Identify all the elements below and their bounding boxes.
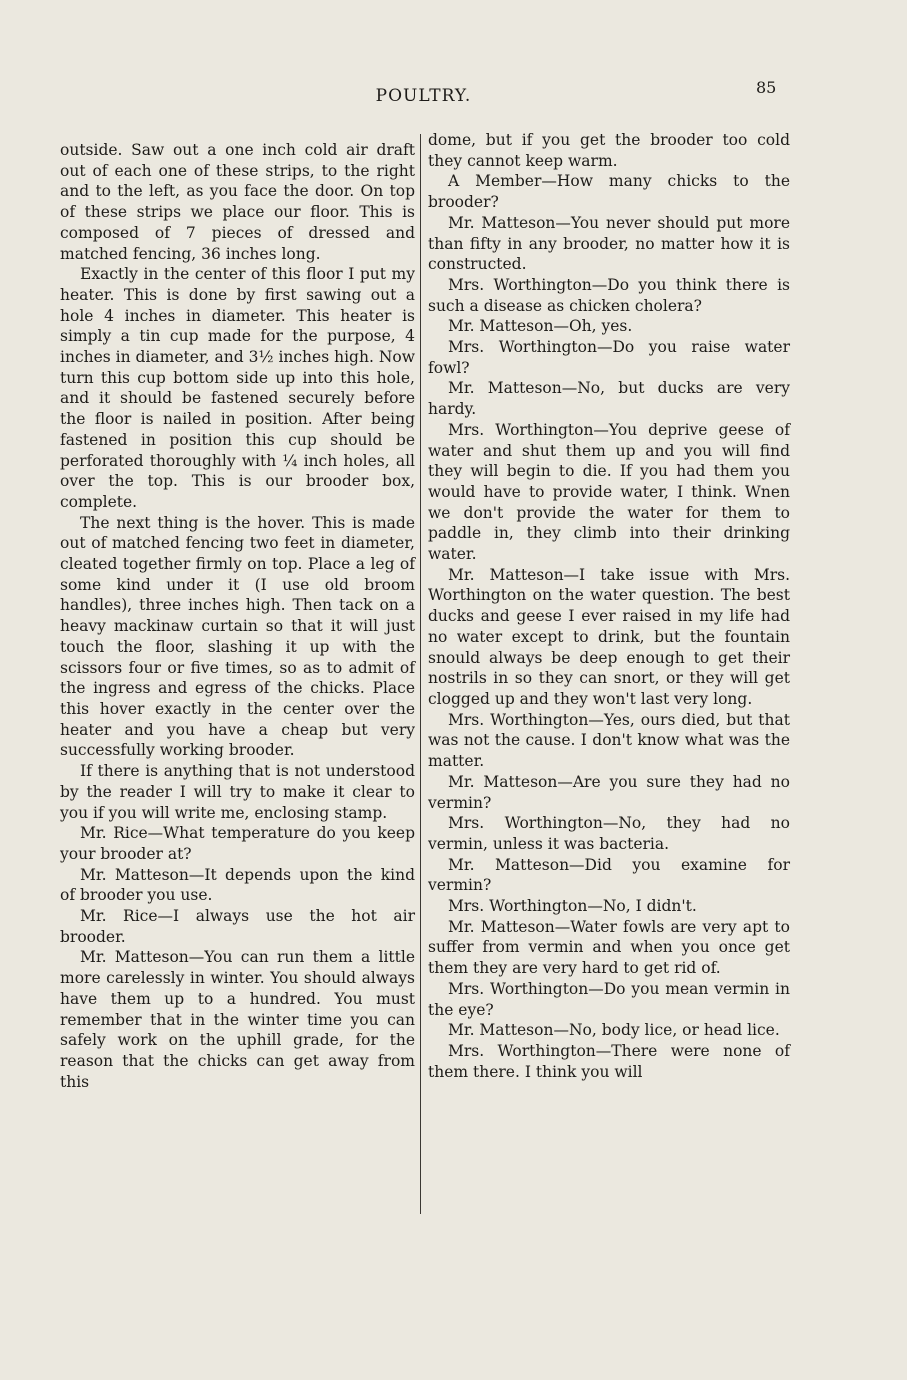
paragraph: Mrs. Worthington—Do you mean vermin in the eye? xyxy=(428,979,790,1019)
paragraph: Mr. Matteson—No, body lice, or head lice. xyxy=(448,1021,780,1040)
running-head: POULTRY. xyxy=(375,86,472,106)
left-column xyxy=(60,140,415,1092)
paragraph: Mrs. Worthington—No, I didn't. xyxy=(448,897,697,916)
right-column xyxy=(428,130,790,1082)
paragraph: outside. Saw out a one inch cold air draft out of each one of these strips, to the right and to the left, as you face the door. On top of these strips we place our floor. This is composed of 7 pieces of dressed and matched fencing, 36 inches long. xyxy=(60,141,415,263)
paragraph: If there is anything that is not understood by the reader I will try to make it clear to you if you will write me, enclosing stamp. xyxy=(60,762,415,822)
paragraph: Mr. Matteson—Are you sure they had no vermin? xyxy=(428,772,790,812)
paragraph: Exactly in the center of this floor I put my heater. This is done by first sawing out a hole 4 inches in diameter. This heater is simply a tin cup made for the purpose, 4 inches in diameter, and 3½ inches high. Now turn this cup bottom side up into this hole, and it should be fastened securely before the floor is nailed in position. After being fastened in position this cup should be perforated thoroughly with ¼ inch holes, all over the top. This is our brooder box, complete. xyxy=(60,265,415,511)
paragraph: Mrs. Worthington—You deprive geese of water and shut them up and you will find they will begin to die. If you had them you would have to provide water, I think. Wnen we don't provide the water for them to paddle in, they climb into their drinking water. xyxy=(428,420,790,564)
paragraph: Mr. Matteson—No, but ducks are very hardy. xyxy=(428,379,790,419)
paragraph: Mr. Rice—What temperature do you keep your brooder at? xyxy=(60,824,415,863)
paragraph: The next thing is the hover. This is made out of matched fencing two feet in diameter, cleated together firmly on top. Place a leg of some kind under it (I use old broom handles), three inches high. Then tack on a heavy mackinaw curtain so that it will just touch the floor, slashing it up with the scissors four or five times, so as to admit of the ingress and egress of the chicks. Place this hover exactly in the center over the heater and you have a cheap but very successfully working brooder. xyxy=(60,513,415,760)
paragraph: Mr. Matteson—I take issue with Mrs. Worthington on the water question. The best ducks and geese I ever raised in my life had no water except to drink, but the fountain snould always be deep enough to get their nostrils in so they can snort, or they will get clogged up and they won't last very long. xyxy=(428,565,790,708)
paragraph: Mrs. Worthington—Do you think there is such a disease as chicken cholera? xyxy=(428,275,790,315)
page-number: 85 xyxy=(756,78,777,97)
paragraph: Mrs. Worthington—Do you raise water fowl? xyxy=(428,338,790,377)
paragraph: Mr. Matteson—You can run them a little more carelessly in winter. You should always have them up to a hundred. You must remember that in the winter time you can safely work on the uphill grade, for the reason that the chicks can get away from this xyxy=(60,948,415,1091)
column-divider xyxy=(420,134,421,1214)
paragraph: Mr. Matteson—Did you examine for vermin? xyxy=(428,855,790,895)
paragraph: A Member—How many chicks to the brooder? xyxy=(428,172,790,212)
paragraph: Mrs. Worthington—No, they had no vermin, unless it was bacteria. xyxy=(428,814,790,853)
paragraph: Mrs. Worthington—Yes, ours died, but that was not the cause. I don't know what was the matter. xyxy=(428,710,790,771)
paragraph: Mr. Matteson—Oh, yes. xyxy=(448,317,633,336)
paragraph: Mr. Matteson—Water fowls are very apt to suffer from vermin and when you once get them they are very hard to get rid of. xyxy=(428,917,790,978)
paragraph: Mr. Matteson—You never should put more than fifty in any brooder, no matter how it is constructed. xyxy=(428,213,790,274)
paragraph: Mr. Matteson—It depends upon the kind of brooder you use. xyxy=(60,865,415,905)
paragraph: dome, but if you get the brooder too cold they cannot keep warm. xyxy=(428,131,790,170)
paragraph: Mrs. Worthington—There were none of them there. I think you will xyxy=(428,1041,790,1081)
paragraph: Mr. Rice—I always use the hot air brooder. xyxy=(60,907,415,946)
